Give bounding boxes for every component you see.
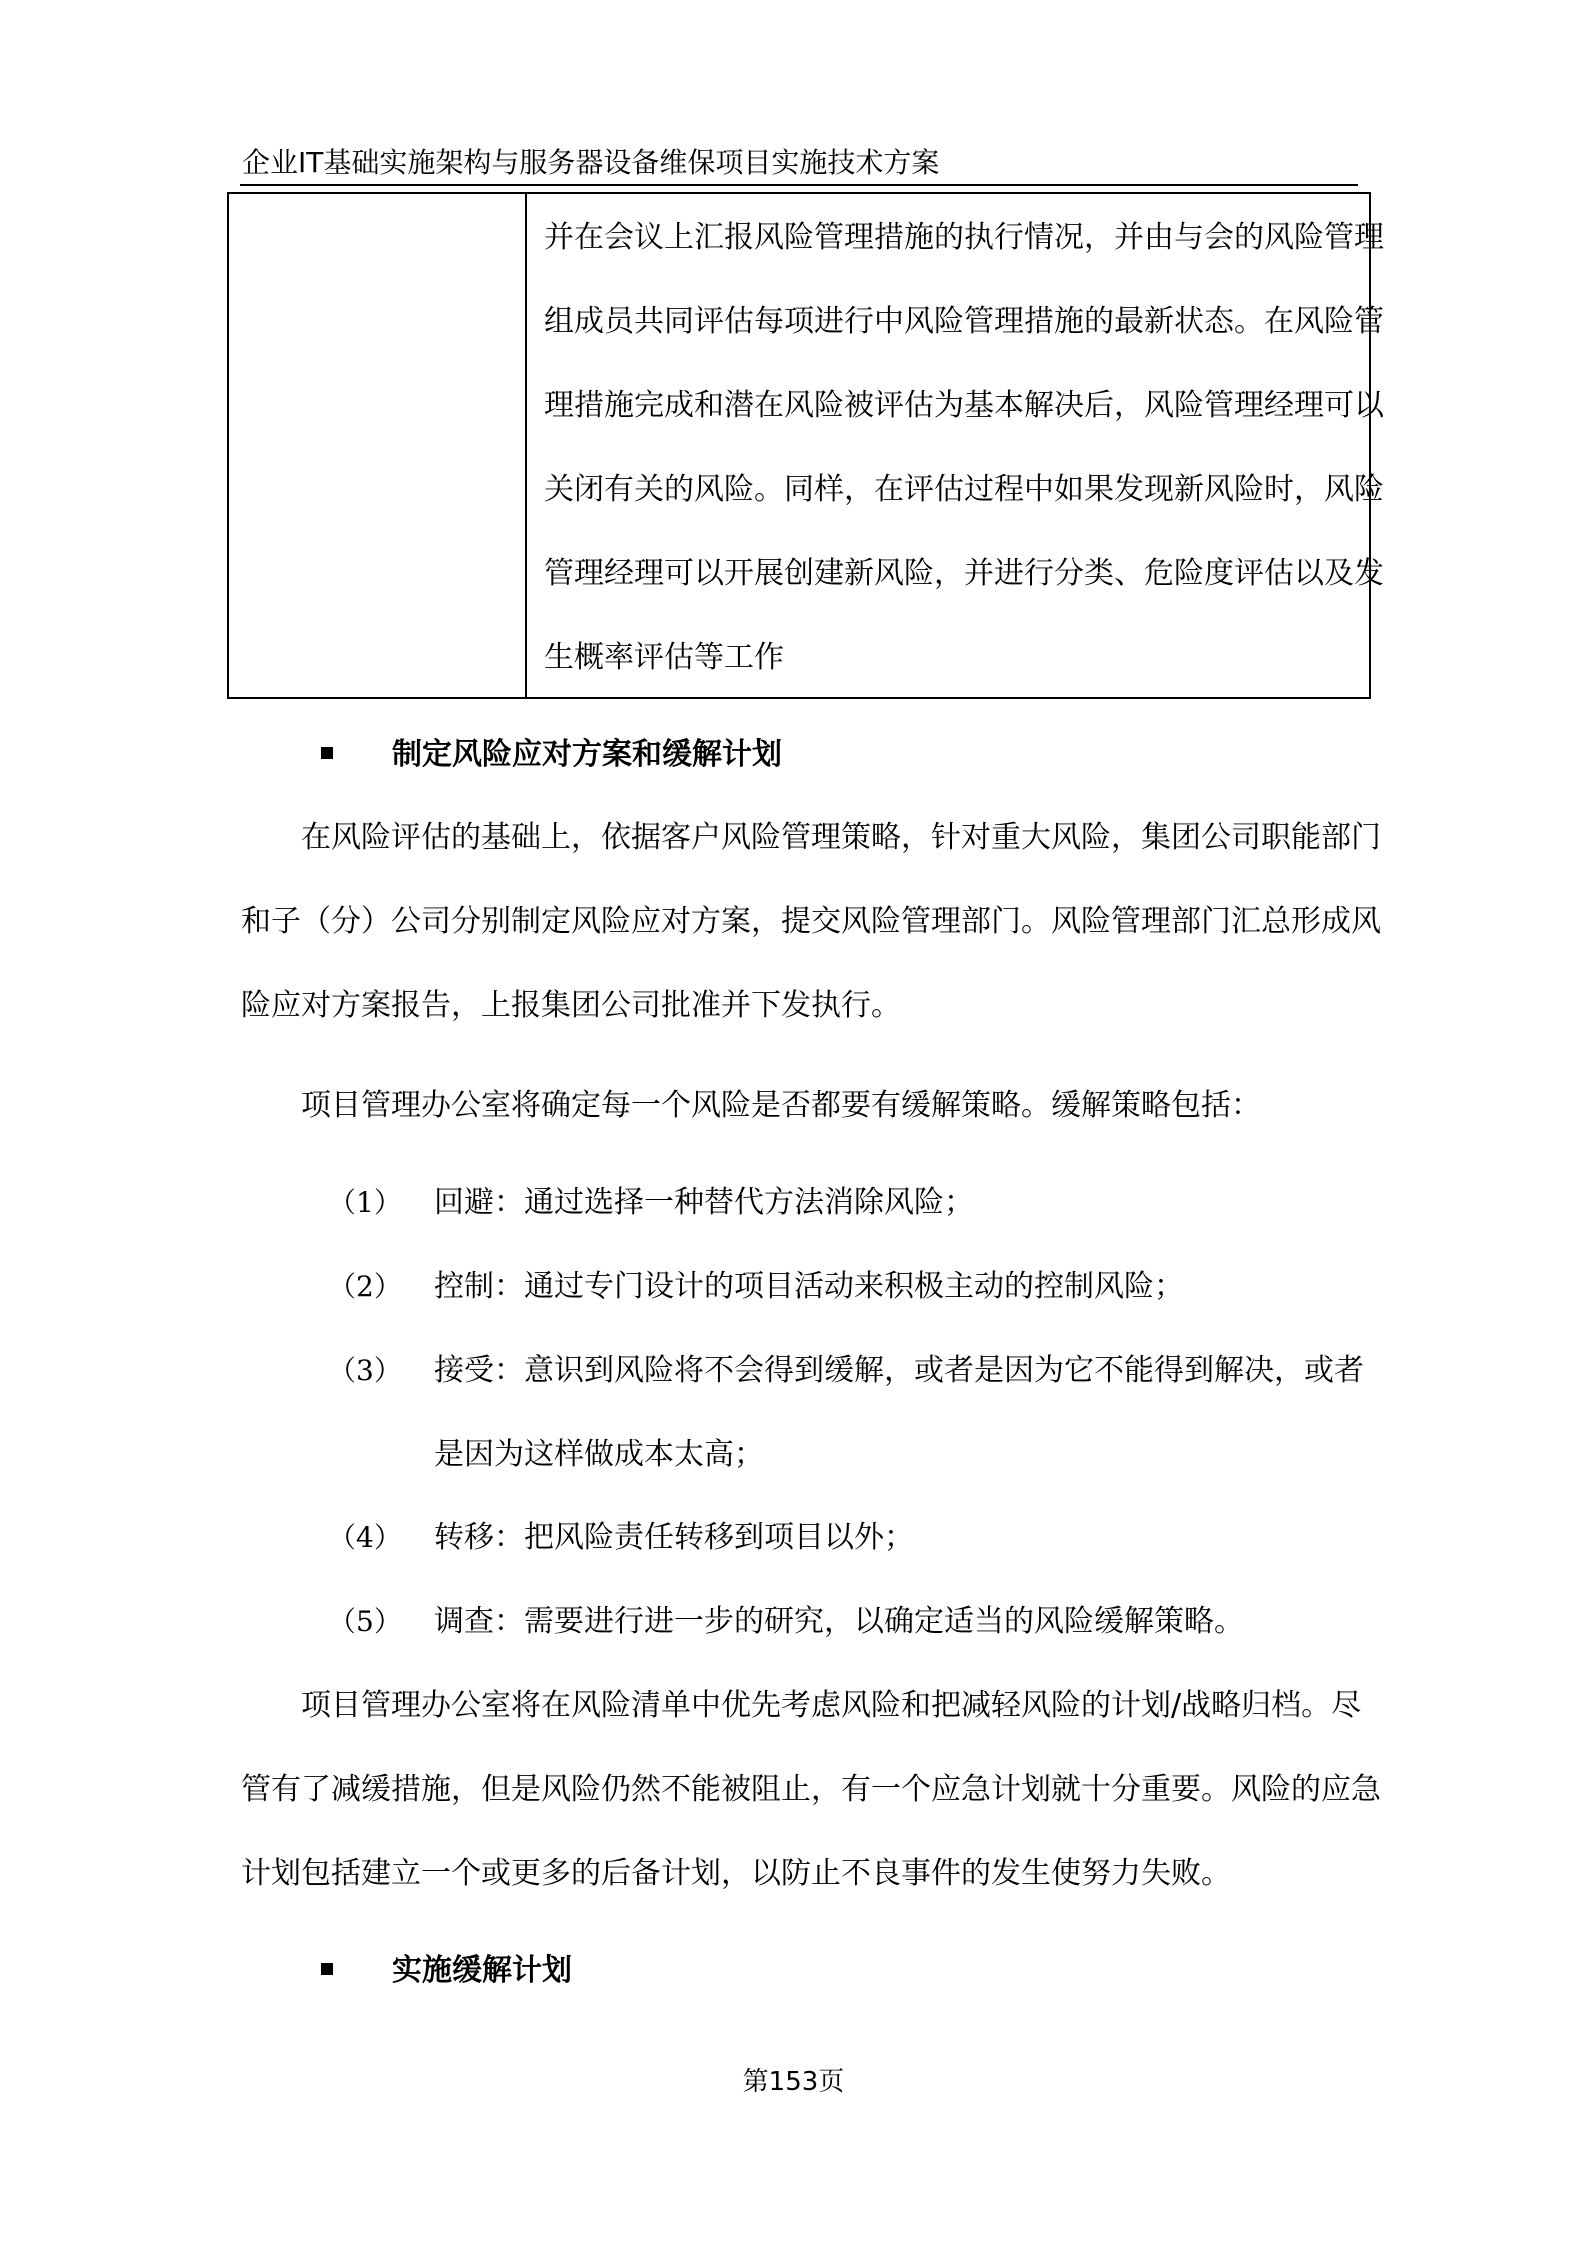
paragraph-line: 项目管理办公室将在风险清单中优先考虑风险和把减轻风险的计划/战略归档。尽 bbox=[301, 1688, 1362, 1723]
list-item-text: 接受：意识到风险将不会得到缓解，或者是因为它不能得到解决，或者 bbox=[434, 1353, 1364, 1388]
table-text-line: 管理经理可以开展创建新风险，并进行分类、危险度评估以及发 bbox=[544, 556, 1384, 591]
list-item-number: （1） bbox=[328, 1186, 402, 1219]
document-title: 企业IT基础实施架构与服务器设备维保项目实施技术方案 bbox=[242, 146, 940, 179]
paragraph-line: 计划包括建立一个或更多的后备计划，以防止不良事件的发生使努力失败。 bbox=[241, 1856, 1231, 1891]
list-item-text: 控制：通过专门设计的项目活动来积极主动的控制风险； bbox=[434, 1269, 1184, 1304]
list-item-number: （2） bbox=[328, 1270, 402, 1303]
square-bullet-icon bbox=[321, 1963, 333, 1975]
table-right-cell bbox=[529, 194, 1384, 697]
square-bullet-icon bbox=[321, 747, 333, 759]
table-text-line: 组成员共同评估每项进行中风险管理措施的最新状态。在风险管 bbox=[544, 304, 1384, 339]
paragraph-line: 管有了减缓措施，但是风险仍然不能被阻止，有一个应急计划就十分重要。风险的应急 bbox=[241, 1772, 1381, 1807]
section-heading-text: 实施缓解计划 bbox=[392, 1953, 572, 1988]
page-number: 第153页 bbox=[742, 2067, 845, 2097]
table-left-cell bbox=[229, 194, 527, 697]
paragraph-line: 和子（分）公司分别制定风险应对方案，提交风险管理部门。风险管理部门汇总形成风 bbox=[241, 904, 1381, 939]
table-text-line: 生概率评估等工作 bbox=[544, 640, 784, 675]
table-text-line: 理措施完成和潜在风险被评估为基本解决后，风险管理经理可以 bbox=[544, 388, 1384, 423]
continuation-table bbox=[227, 192, 1384, 699]
list-item-number: （4） bbox=[328, 1521, 402, 1554]
table-text-line: 关闭有关的风险。同样，在评估过程中如果发现新风险时，风险 bbox=[544, 472, 1384, 507]
list-item-number: （5） bbox=[328, 1605, 402, 1638]
section-heading-mitigation-plan bbox=[321, 735, 921, 779]
paragraph-line: 在风险评估的基础上，依据客户风险管理策略，针对重大风险，集团公司职能部门 bbox=[301, 820, 1381, 855]
list-item-text: 转移：把风险责任转移到项目以外； bbox=[434, 1520, 914, 1555]
paragraph-line: 险应对方案报告，上报集团公司批准并下发执行。 bbox=[241, 988, 901, 1023]
list-item-text: 回避：通过选择一种替代方法消除风险； bbox=[434, 1185, 974, 1220]
list-item-text: 是因为这样做成本太高； bbox=[434, 1437, 764, 1472]
page-header bbox=[240, 146, 1358, 186]
paragraph-line: 项目管理办公室将确定每一个风险是否都要有缓解策略。缓解策略包括： bbox=[301, 1088, 1261, 1123]
list-item-number: （3） bbox=[328, 1354, 402, 1387]
list-item-text: 调查：需要进行进一步的研究，以确定适当的风险缓解策略。 bbox=[434, 1604, 1244, 1639]
table-text-line: 并在会议上汇报风险管理措施的执行情况，并由与会的风险管理 bbox=[544, 220, 1384, 255]
section-heading-text: 制定风险应对方案和缓解计划 bbox=[392, 737, 782, 772]
section-heading-implement-plan bbox=[321, 1951, 921, 1995]
